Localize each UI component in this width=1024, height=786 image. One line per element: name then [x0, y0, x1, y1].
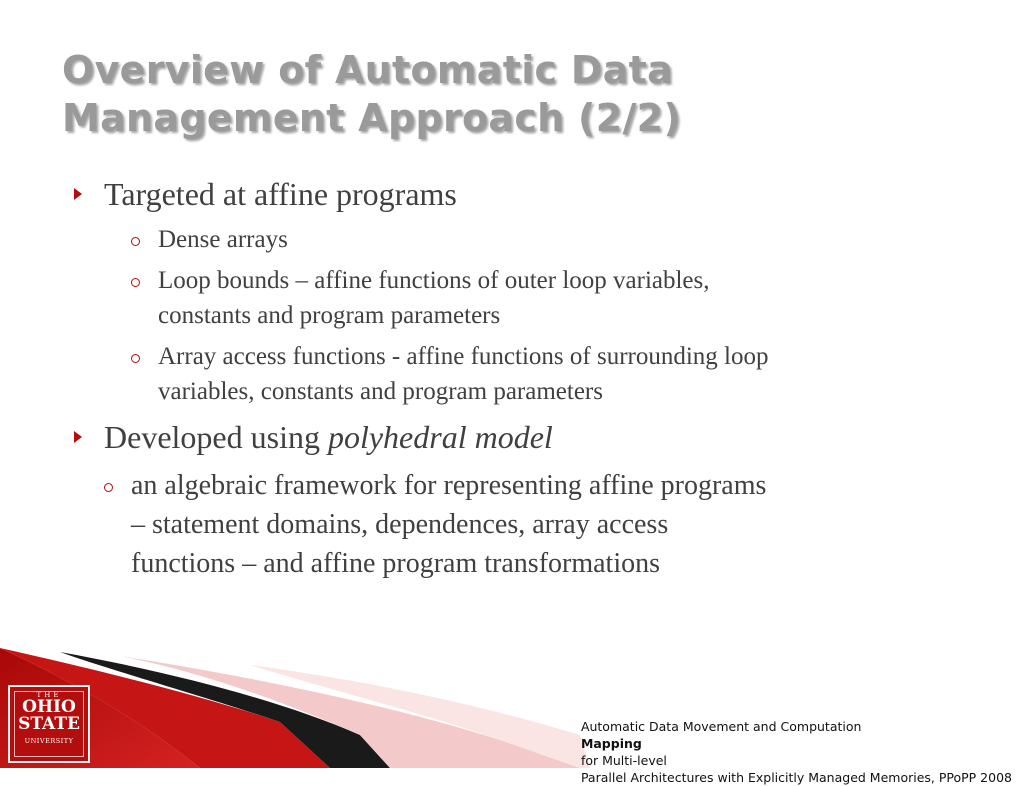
- slide-title-line-2: Management Approach (2/2): [62, 96, 682, 140]
- bullet-text: [104, 419, 553, 456]
- triangle-bullet-icon: [74, 431, 82, 443]
- sub-bullet-line: – statement domains, dependences, array access: [131, 509, 669, 540]
- bullet-text-plain: Developed using: [104, 419, 328, 455]
- triangle-bullet-icon: [74, 188, 82, 200]
- ring-bullet-icon: [104, 483, 113, 492]
- footer-line-1-pre: Automatic Data Movement and Computation: [580, 719, 862, 734]
- footer-caption: [581, 718, 1012, 786]
- sub-bullet-line: variables, constants and program parameters: [158, 378, 603, 405]
- logo-the: THE: [36, 691, 62, 699]
- sub-bullet-line: Loop bounds – affine functions of outer loop variables,: [158, 267, 710, 294]
- sub-bullet-line: Dense arrays: [158, 226, 288, 253]
- logo-state: STATE: [18, 714, 80, 734]
- footer-line-1-bold: Mapping: [580, 736, 642, 751]
- logo-university: UNIVERSITY: [24, 737, 74, 745]
- sub-bullet-line: Array access functions - affine functions of surrounding loop: [158, 343, 769, 370]
- bullet-text-italic: polyhedral model: [327, 419, 553, 455]
- bullet-text: Targeted at affine programs: [104, 176, 457, 212]
- ring-bullet-icon: [131, 354, 140, 363]
- ring-bullet-icon: [131, 237, 140, 246]
- sub-bullet-line: functions – and affine program transformations: [131, 548, 661, 579]
- sub-bullet-line: constants and program parameters: [158, 302, 501, 329]
- ohio-state-logo: [9, 686, 89, 762]
- footer-line-1: [581, 718, 1012, 769]
- footer-line-1-post: for Multi-level: [580, 753, 667, 768]
- footer-line-2: Parallel Architectures with Explicitly Managed Memories, PPoPP 2008: [580, 770, 1012, 785]
- slide-title-line-1: Overview of Automatic Data: [62, 48, 674, 92]
- logo-ohio: OHIO: [22, 697, 76, 717]
- ring-bullet-icon: [131, 278, 140, 287]
- sub-bullet-line: an algebraic framework for representing affine programs: [131, 470, 767, 501]
- slide-title: [62, 46, 962, 142]
